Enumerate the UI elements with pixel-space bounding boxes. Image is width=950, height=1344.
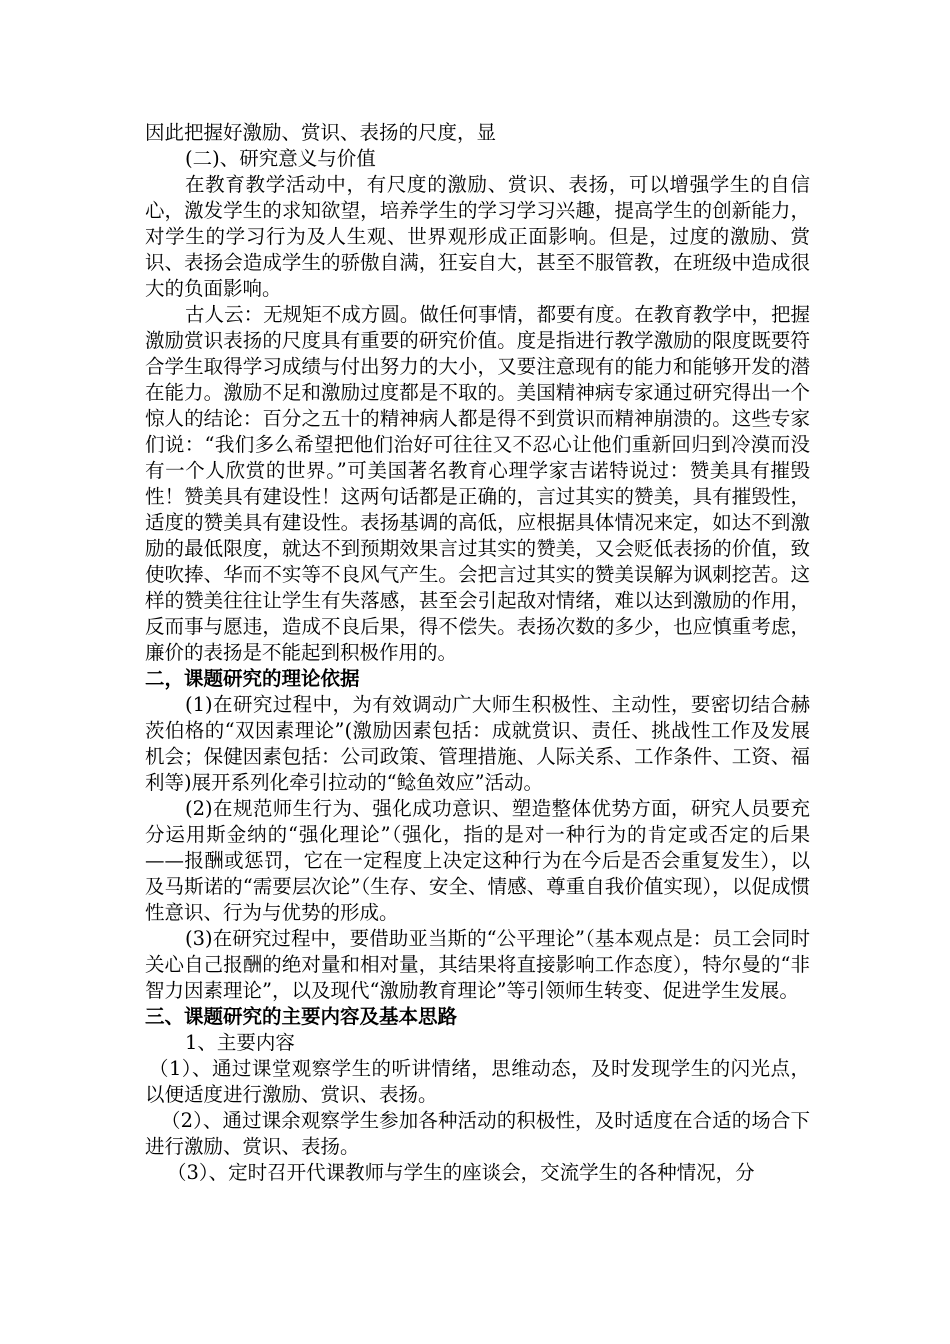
theory-paragraph-1: (1)在研究过程中，为有效调动广大师生积极性、主动性，要密切结合赫茨伯格的“双因素理论”(激励因素包括：成就赏识、责任、挑战性工作及发展机会；保健因素包括：公司政策、管理措施、人际关系、工作条件、工资、福利等)展开系列化牵引拉动的“鲶鱼效应”活动。 [145, 693, 810, 794]
significance-paragraph-1: 在教育教学活动中，有尺度的激励、赏识、表扬，可以增强学生的自信心，激发学生的求知欲望，培养学生的学习学习兴趣，提高学生的创新能力，对学生的学习行为及人生观、世界观形成正面影响。但是，过度的激励、赏识、表扬会造成学生的骄傲自满，狂妄自大，甚至不服管教，在班级中造成很大的负面影响。 [145, 173, 810, 300]
section-heading-content: 三、课题研究的主要内容及基本思路 [145, 1005, 458, 1028]
subheading-main-content: 1、主要内容 [185, 1031, 295, 1054]
section-heading-theory: 二，课题研究的理论依据 [145, 667, 360, 690]
theory-paragraph-3: (3)在研究过程中，要借助亚当斯的“公平理论”（基本观点是：员工会同时关心自己报酬的绝对量和相对量，其结果将直接影响工作态度），特尔曼的“非智力因素理论”，以及现代“激励教育理论”等引领师生转变、促进学生发展。 [145, 927, 810, 1002]
content-item-2: （2）、通过课余观察学生参加各种活动的积极性，及时适度在合适的场合下进行激励、赏识、表扬。 [145, 1109, 810, 1158]
content-item-1: （1）、通过课堂观察学生的听讲情绪，思维动态，及时发现学生的闪光点，以便适度进行激励、赏识、表扬。 [145, 1057, 810, 1106]
intro-paragraph: 因此把握好激励、赏识、表扬的尺度，显 [145, 121, 497, 144]
content-item-3: （3）、定时召开代课教师与学生的座谈会，交流学生的各种情况，分 [167, 1161, 755, 1184]
section-subheading-significance: (二)、研究意义与价值 [185, 147, 376, 170]
theory-paragraph-2: (2)在规范师生行为、强化成功意识、塑造整体优势方面，研究人员要充分运用斯金纳的“强化理论”（强化，指的是对一种行为的肯定或否定的后果——报酬或惩罚，它在一定程度上决定这种行为在今后是否会重复发生），以及马斯诺的“需要层次论”（生存、安全、情感、尊重自我价值实现），以促成惯性意识、行为与优势的形成。 [145, 797, 810, 924]
document-body [145, 120, 810, 1186]
significance-paragraph-2: 古人云：无规矩不成方圆。做任何事情，都要有度。在教育教学中，把握激励赏识表扬的尺度具有重要的研究价值。度是指进行教学激励的限度既要符合学生取得学习成绩与付出努力的大小，又要注意现有的能力和能够开发的潜在能力。激励不足和激励过度都是不取的。美国精神病专家通过研究得出一个惊人的结论：百分之五十的精神病人都是得不到赏识而精神崩溃的。这些专家们说：“我们多么希望把他们治好可往往又不忍心让他们重新回归到冷漠而没有一个人欣赏的世界。”可美国著名教育心理学家吉诺特说过：赞美具有摧毁性！赞美具有建设性！这两句话都是正确的，言过其实的赞美，具有摧毁性，适度的赞美具有建设性。表扬基调的高低，应根据具体情况来定，如达不到激励的最低限度，就达不到预期效果言过其实的赞美，又会贬低表扬的价值，致使吹捧、华而不实等不良风气产生。会把言过其实的赞美误解为讽刺挖苦。这样的赞美往往让学生有失落感，甚至会引起敌对情绪，难以达到激励的作用，反而事与愿违，造成不良后果，得不偿失。表扬次数的多少，也应慎重考虑，廉价的表扬是不能起到积极作用的。 [145, 303, 810, 664]
